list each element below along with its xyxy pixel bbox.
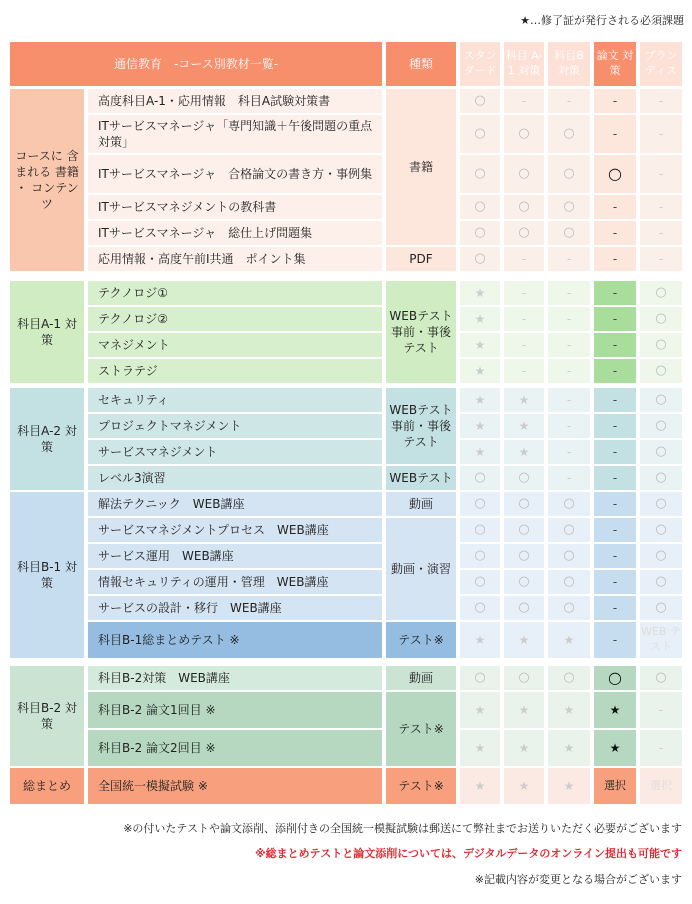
plan-mark: ○ <box>460 195 500 219</box>
group-label-1: 科目A-1 対策 <box>10 281 84 383</box>
plan-mark: ★ <box>504 414 544 438</box>
plan-mark: ○ <box>548 570 590 594</box>
plan-mark: ○ <box>548 596 590 620</box>
plan-mark: - <box>504 247 544 271</box>
plan-mark: ★ <box>460 333 500 357</box>
plan-mark: ○ <box>460 89 500 113</box>
type-cell: WEBテスト 事前・事後 テスト <box>386 388 456 464</box>
plan-mark: ★ <box>594 692 636 728</box>
plan-mark: - <box>594 281 636 305</box>
plan-mark: - <box>640 221 682 245</box>
plan-mark: ★ <box>548 622 590 658</box>
row-name: 科目B-2対策 WEB講座 <box>88 666 382 690</box>
plan-mark: ○ <box>460 221 500 245</box>
plan-mark: ○ <box>504 518 544 542</box>
type-cell: テスト※ <box>386 622 456 658</box>
plan-mark: ★ <box>504 730 544 766</box>
plan-header: ブラン ディス <box>640 42 682 86</box>
plan-mark: ○ <box>504 195 544 219</box>
plan-mark: - <box>594 596 636 620</box>
plan-mark: ★ <box>504 440 544 464</box>
plan-mark: ○ <box>460 596 500 620</box>
plan-mark: - <box>640 89 682 113</box>
row-name: 科目B-1総まとめテスト ※ <box>88 622 382 658</box>
row-name: サービス運用 WEB講座 <box>88 544 382 568</box>
plan-mark: ○ <box>504 466 544 490</box>
legend-note: ★…修了証が発行される必須課題 <box>520 14 684 27</box>
plan-mark: ★ <box>460 388 500 412</box>
plan-mark: - <box>640 155 682 193</box>
plan-mark: - <box>594 89 636 113</box>
plan-mark: - <box>594 414 636 438</box>
plan-mark: - <box>594 388 636 412</box>
plan-mark: ○ <box>640 570 682 594</box>
plan-mark: ○ <box>548 155 590 193</box>
type-cell: PDF <box>386 247 456 271</box>
plan-mark: ○ <box>504 596 544 620</box>
plan-mark: - <box>640 247 682 271</box>
plan-mark: ★ <box>594 730 636 766</box>
plan-mark: - <box>594 247 636 271</box>
plan-mark: ○ <box>460 570 500 594</box>
plan-mark: ★ <box>460 768 500 804</box>
plan-mark: ★ <box>504 692 544 728</box>
plan-mark: - <box>594 307 636 331</box>
plan-mark: ○ <box>640 492 682 516</box>
plan-mark: ○ <box>640 596 682 620</box>
type-cell: 動画 <box>386 492 456 516</box>
plan-mark: ★ <box>460 307 500 331</box>
plan-mark: ○ <box>504 115 544 153</box>
group-label-5: 総まとめ <box>10 768 84 804</box>
plan-mark: - <box>640 195 682 219</box>
plan-mark: ○ <box>460 466 500 490</box>
group-label-2: 科目A-2 対策 <box>10 388 84 490</box>
plan-mark: ★ <box>460 281 500 305</box>
plan-mark: ★ <box>460 622 500 658</box>
type-cell: テスト※ <box>386 768 456 804</box>
row-name: サービスマネジメントプロセス WEB講座 <box>88 518 382 542</box>
type-cell: テスト※ <box>386 692 456 766</box>
plan-header: 論文 対策 <box>594 42 636 86</box>
plan-mark: - <box>594 622 636 658</box>
plan-mark: ○ <box>548 544 590 568</box>
plan-mark: ○ <box>460 544 500 568</box>
plan-mark: - <box>594 518 636 542</box>
plan-mark: - <box>504 89 544 113</box>
plan-mark: ○ <box>548 221 590 245</box>
plan-mark: - <box>594 440 636 464</box>
plan-mark: ★ <box>460 414 500 438</box>
plan-mark: - <box>594 195 636 219</box>
plan-mark: ○ <box>640 388 682 412</box>
plan-mark: - <box>504 281 544 305</box>
row-name: プロジェクトマネジメント <box>88 414 382 438</box>
plan-mark: ○ <box>640 544 682 568</box>
plan-mark: - <box>548 281 590 305</box>
plan-mark: - <box>594 544 636 568</box>
row-name: テクノロジ② <box>88 307 382 331</box>
plan-mark: ○ <box>548 195 590 219</box>
row-name: テクノロジ① <box>88 281 382 305</box>
plan-mark: - <box>548 440 590 464</box>
plan-mark: ★ <box>548 730 590 766</box>
plan-mark: ★ <box>460 440 500 464</box>
type-cell: WEBテスト <box>386 466 456 490</box>
plan-mark: ○ <box>640 281 682 305</box>
plan-mark: ○ <box>640 359 682 383</box>
row-name: 科目B-2 論文1回目 ※ <box>88 692 382 728</box>
row-name: ITサービスマネージャ 総仕上げ問題集 <box>88 221 382 245</box>
plan-mark: ○ <box>640 440 682 464</box>
plan-mark: ○ <box>504 570 544 594</box>
plan-mark: ○ <box>504 221 544 245</box>
plan-mark: ○ <box>460 666 500 690</box>
plan-header: 科目B 対策 <box>548 42 590 86</box>
plan-mark: ○ <box>504 492 544 516</box>
plan-mark: ○ <box>640 518 682 542</box>
plan-mark: - <box>548 388 590 412</box>
group-label-3: 科目B-1 対策 <box>10 492 84 658</box>
row-name: ITサービスマネージャ「専門知識＋午後問題の重点対策」 <box>88 115 382 153</box>
plan-mark: ○ <box>640 466 682 490</box>
type-cell: 書籍 <box>386 89 456 245</box>
plan-mark: ○ <box>460 115 500 153</box>
row-name: レベル3演習 <box>88 466 382 490</box>
plan-mark: - <box>594 359 636 383</box>
row-name: 全国統一模擬試験 ※ <box>88 768 382 804</box>
plan-mark: - <box>504 359 544 383</box>
plan-mark: ★ <box>460 692 500 728</box>
plan-mark: 選択 <box>594 768 636 804</box>
plan-mark: ★ <box>548 768 590 804</box>
plan-mark: ○ <box>594 155 636 193</box>
row-name: セキュリティ <box>88 388 382 412</box>
plan-header: 科目 A-1 対策 <box>504 42 544 86</box>
plan-mark: - <box>594 221 636 245</box>
plan-mark: ★ <box>504 768 544 804</box>
type-cell: 動画 <box>386 666 456 690</box>
plan-mark: ○ <box>548 518 590 542</box>
plan-mark: - <box>548 307 590 331</box>
plan-mark: ○ <box>460 155 500 193</box>
row-name: ITサービスマネジメントの教科書 <box>88 195 382 219</box>
plan-mark: ○ <box>640 666 682 690</box>
row-name: マネジメント <box>88 333 382 357</box>
type-cell: 動画・演習 <box>386 518 456 620</box>
row-name: サービスの設計・移行 WEB講座 <box>88 596 382 620</box>
plan-mark: ○ <box>460 247 500 271</box>
row-name: 情報セキュリティの運用・管理 WEB講座 <box>88 570 382 594</box>
footnote-1: ※の付いたテストや論文添削、添削付きの全国統一模擬試験は郵送にて弊社までお送りいただく必要がございます <box>123 822 682 835</box>
plan-mark: - <box>548 333 590 357</box>
plan-mark: ○ <box>504 666 544 690</box>
plan-mark: ○ <box>504 155 544 193</box>
plan-mark: 選択 <box>640 768 682 804</box>
row-name: 解法テクニック WEB講座 <box>88 492 382 516</box>
footnote-2: ※総まとめテストと論文添削については、デジタルデータのオンライン提出も可能です <box>254 847 682 860</box>
plan-mark: - <box>594 570 636 594</box>
type-cell: WEBテスト 事前・事後 テスト <box>386 281 456 383</box>
row-name: ストラテジ <box>88 359 382 383</box>
type-header: 種類 <box>386 42 456 86</box>
plan-mark: ○ <box>594 666 636 690</box>
plan-mark: - <box>594 492 636 516</box>
group-label-0: コースに 含まれる 書籍 ・ コンテンツ <box>10 89 84 271</box>
footnote-3: ※記載内容が変更となる場合がございます <box>474 873 682 886</box>
row-name: サービスマネジメント <box>88 440 382 464</box>
plan-mark: ○ <box>548 115 590 153</box>
plan-mark: ○ <box>548 666 590 690</box>
plan-header: スタン ダード <box>460 42 500 86</box>
plan-mark: - <box>504 307 544 331</box>
plan-mark: ○ <box>460 492 500 516</box>
plan-mark: WEB テスト <box>640 622 682 658</box>
plan-mark: - <box>504 333 544 357</box>
plan-mark: - <box>548 359 590 383</box>
plan-mark: - <box>548 414 590 438</box>
table-title: 通信教育 -コース別教材一覧- <box>10 42 382 86</box>
plan-mark: ○ <box>548 492 590 516</box>
plan-mark: ★ <box>504 388 544 412</box>
row-name: 応用情報・高度午前Ⅰ共通 ポイント集 <box>88 247 382 271</box>
plan-mark: ○ <box>640 307 682 331</box>
plan-mark: - <box>548 89 590 113</box>
plan-mark: - <box>548 247 590 271</box>
row-name: 高度科目A-1・応用情報 科目A試験対策書 <box>88 89 382 113</box>
plan-mark: ★ <box>548 692 590 728</box>
plan-mark: - <box>594 466 636 490</box>
plan-mark: - <box>640 730 682 766</box>
plan-mark: - <box>594 115 636 153</box>
plan-mark: - <box>640 115 682 153</box>
group-label-4: 科目B-2 対策 <box>10 666 84 766</box>
plan-mark: ★ <box>504 622 544 658</box>
row-name: 科目B-2 論文2回目 ※ <box>88 730 382 766</box>
row-name: ITサービスマネージャ 合格論文の書き方・事例集 <box>88 155 382 193</box>
plan-mark: - <box>640 692 682 728</box>
plan-mark: ★ <box>460 359 500 383</box>
plan-mark: ○ <box>504 544 544 568</box>
plan-mark: ○ <box>460 518 500 542</box>
plan-mark: - <box>548 466 590 490</box>
plan-mark: - <box>594 333 636 357</box>
plan-mark: ○ <box>640 333 682 357</box>
plan-mark: ○ <box>640 414 682 438</box>
plan-mark: ★ <box>460 730 500 766</box>
